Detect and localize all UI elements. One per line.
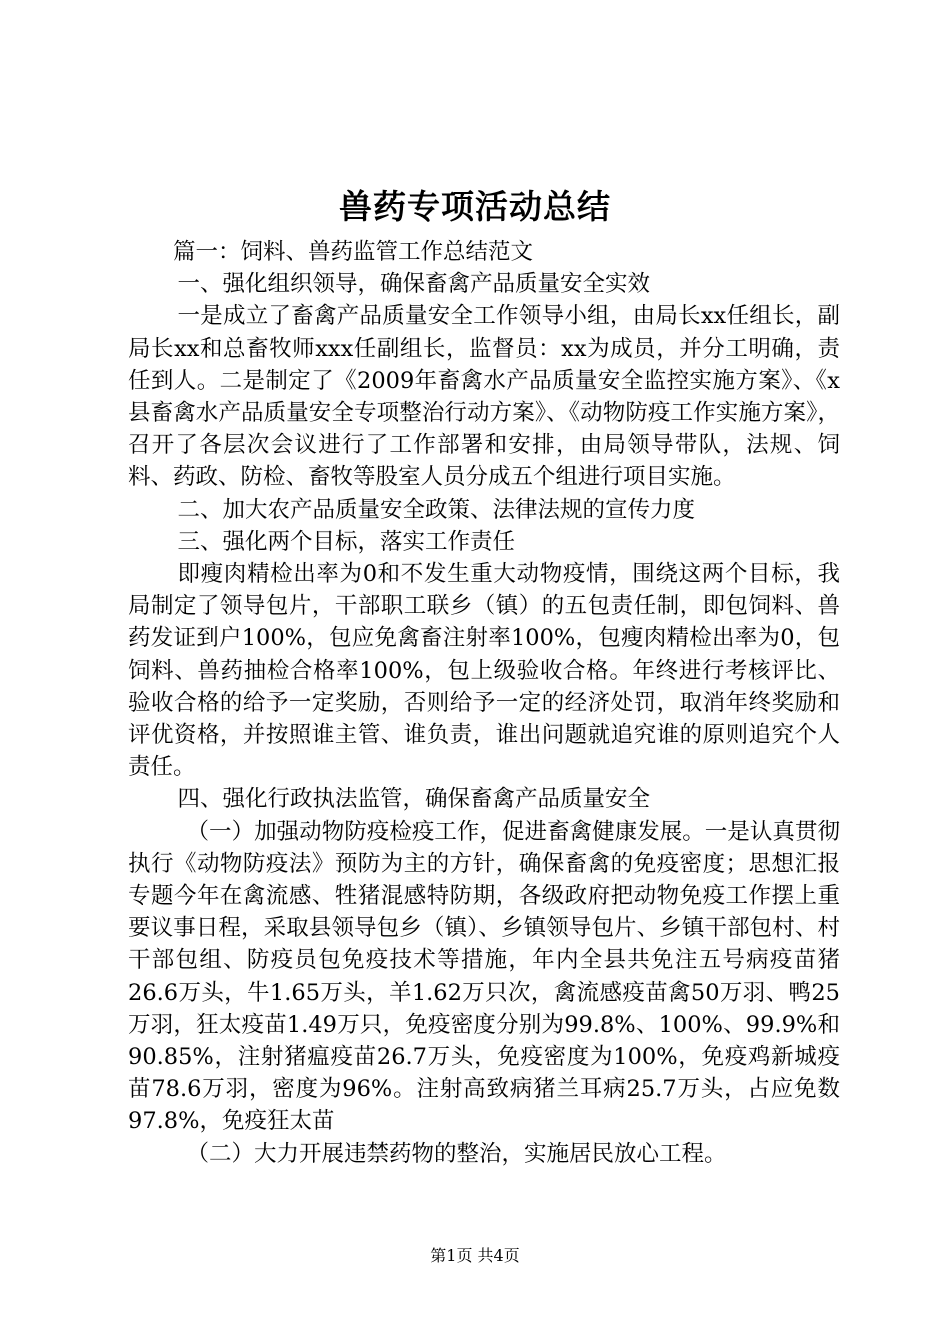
section-heading: （二）大力开展违禁药物的整治，实施居民放心工程。 [186, 1140, 727, 1167]
document-title: 兽药专项活动总结 [339, 187, 611, 226]
document-body [128, 236, 840, 1170]
section-heading: 二、加大农产品质量安全政策、法律法规的宣传力度 [177, 496, 696, 523]
body-paragraph: （一）加强动物防疫检疫工作，促进畜禽健康发展。一是认真贯彻执行《动物防疫法》预防为主的方针，确保畜禽的免疫密度；思想汇报专题今年在禽流感、牲猪混感特防期，各级政府把动物免疫工作摆上重要议事日程，采取县领导包乡（镇）、乡镇领导包片、乡镇干部包村、村干部包组、防疫员包免疫技术等措施，年内全县共免注五号病疫苗猪26.6万头，牛1.65万头，羊1.62万只次，禽流感疫苗禽50万羽、鸭25万羽，狂太疫苗1.49万只，免疫密度分别为99.8%、100%、99.9%和90.85%，注射猪瘟疫苗26.7万头，免疫密度为100%，免疫鸡新城疫苗78.6万羽，密度为96%。注射高致病猪兰耳病25.7万头，占应免数97.8%，免疫狂太苗 [128, 818, 840, 1135]
body-paragraph: 即瘦肉精检出率为0和不发生重大动物疫情，围绕这两个目标，我局制定了领导包片，干部职工联乡（镇）的五包责任制，即包饲料、兽药发证到户100%，包应免禽畜注射率100%，包瘦肉精检出率为0，包饲料、兽药抽检合格率100%，包上级验收合格。年终进行考核评比、验收合格的给予一定奖励，否则给予一定的经济处罚，取消年终奖励和评优资格，并按照谁主管、谁负责，谁出问题就追究谁的原则追究个人责任。 [128, 561, 840, 781]
page-footer: 第1页 共4页 [430, 1246, 520, 1265]
section-heading: 三、强化两个目标，落实工作责任 [177, 528, 516, 555]
section-heading: 一、强化组织领导，确保畜禽产品质量安全实效 [177, 271, 651, 298]
section-heading: 篇一：饲料、兽药监管工作总结范文 [173, 239, 534, 265]
section-heading: 四、强化行政执法监管，确保畜禽产品质量安全 [177, 786, 651, 813]
body-paragraph: 一是成立了畜禽产品质量安全工作领导小组，由局长xx任组长，副局长xx和总畜牧师xxx任副组长，监督员：xx为成员，并分工明确，责任到人。二是制定了《2009年畜禽水产品质量安全监控实施方案》、《x县畜禽水产品质量安全专项整治行动方案》、《动物防疫工作实施方案》，召开了各层次会议进行了工作部署和安排，由局领导带队，法规、饲料、药政、防检、畜牧等股室人员分成五个组进行项目实施。 [128, 303, 840, 491]
